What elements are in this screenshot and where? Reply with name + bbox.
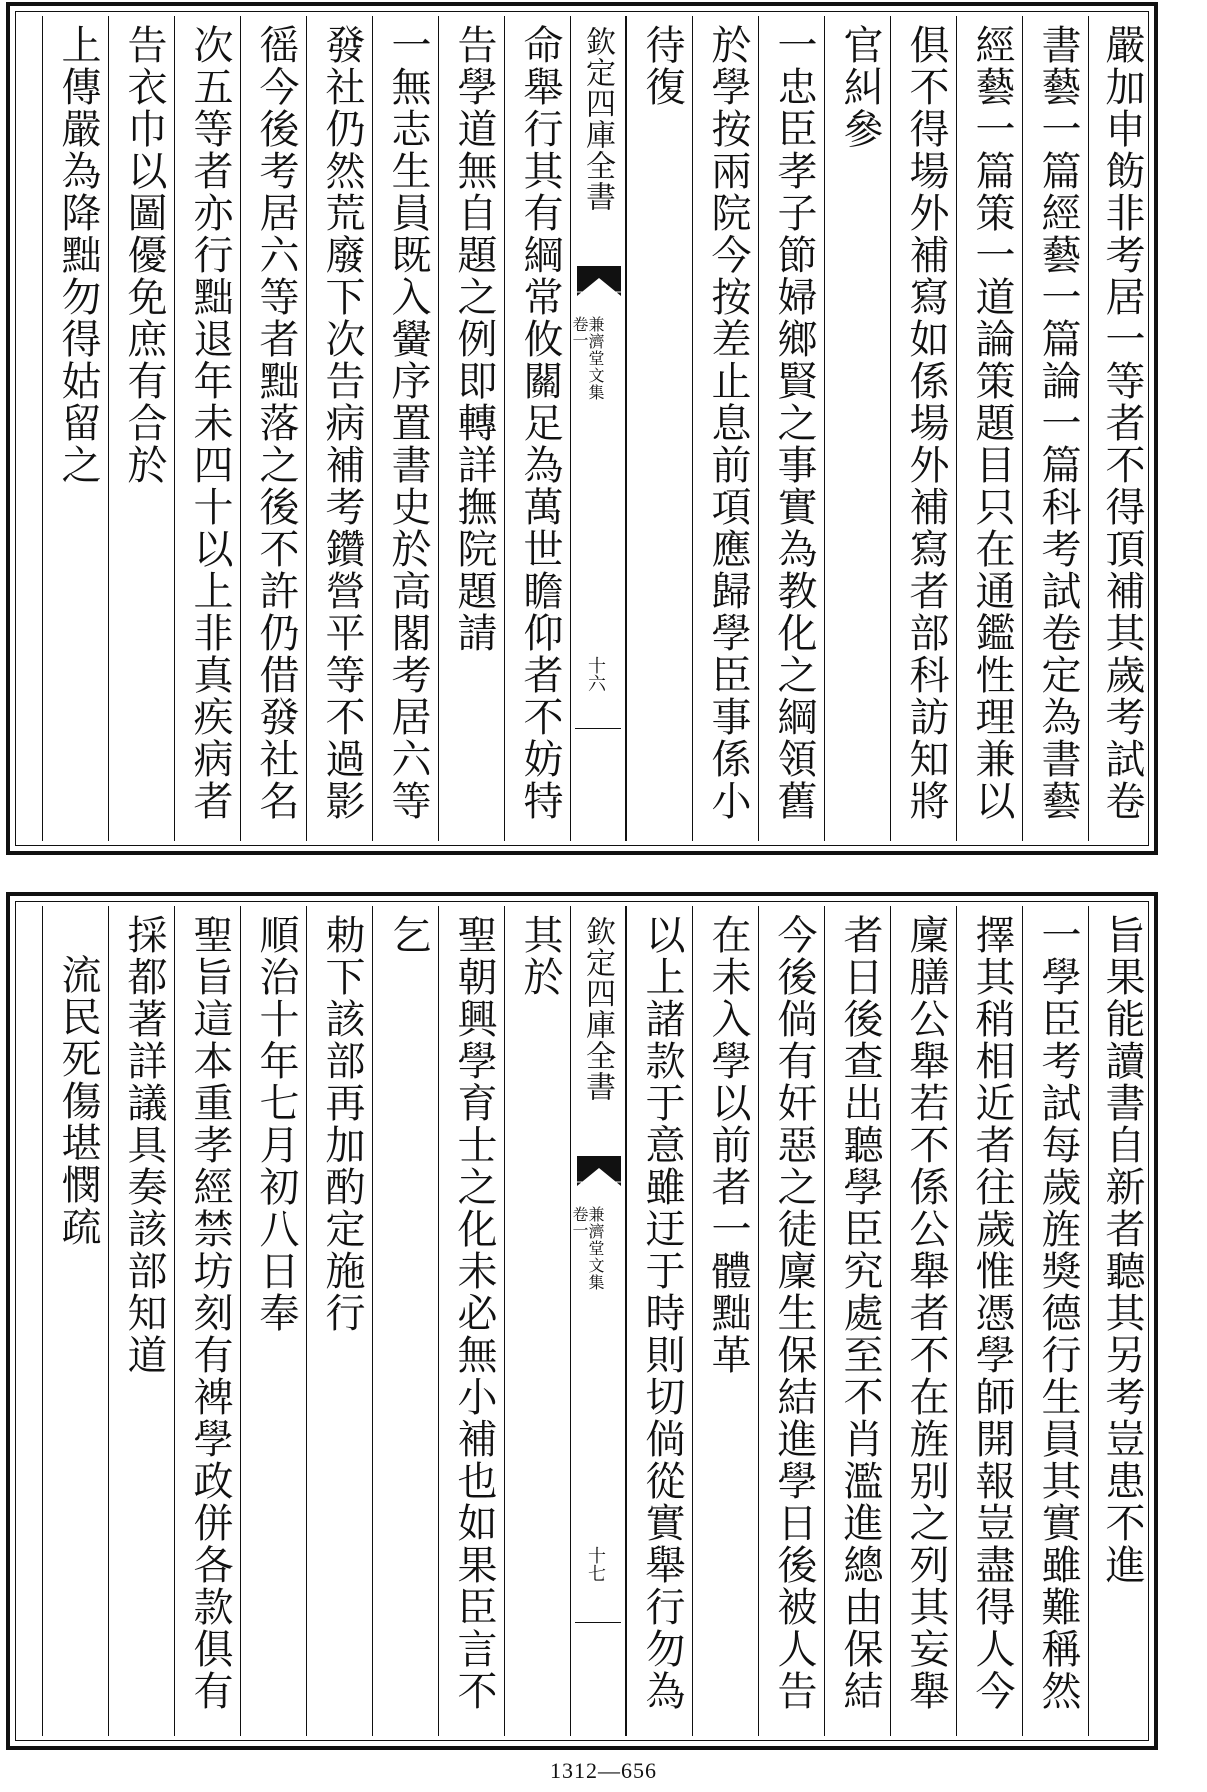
text-column: 一無志生員既入黌序置書史於高閣考居六等 — [372, 16, 438, 841]
text-column: 聖朝興學育士之化未必無小補也如果臣言不 — [438, 906, 504, 1736]
text-column: 於學按兩院今按差止息前項應歸學臣事係小 — [692, 16, 758, 841]
text-column: 書藝一篇經藝一篇論一篇科考試卷定為書藝 — [1022, 16, 1088, 841]
text-column: 採都著詳議具奏該部知道 — [108, 906, 174, 1736]
book-title: 兼濟堂文集 — [586, 316, 605, 401]
bottom-page — [6, 892, 1158, 1750]
text-column: 聖旨這本重孝經禁坊刻有裨學政併各款俱有 — [174, 906, 240, 1736]
text-column: 在未入學以前者一體黜革 — [692, 906, 758, 1736]
page-number: 十六 — [585, 656, 606, 692]
section-heading-column: 流民死傷堪憫疏 — [42, 906, 108, 1736]
page-number: 十七 — [585, 1546, 606, 1582]
library-title: 欽定四庫全書 — [580, 26, 615, 212]
fish-tail-mark-icon — [577, 266, 621, 296]
text-column: 次五等者亦行黜退年未四十以上非真疾病者 — [174, 16, 240, 841]
text-column: 嚴加申飭非考居一等者不得頂補其歲考試卷 — [1088, 16, 1152, 841]
volume-label: 卷一 — [570, 316, 589, 348]
text-column: 乞 — [372, 906, 438, 1736]
text-column: 發社仍然荒廢下次告病補考鑽營平等不過影 — [306, 16, 372, 841]
text-column: 俱不得場外補寫如係場外補寫者部科訪知將 — [890, 16, 956, 841]
text-column: 擇其稍相近者往歲惟憑學師開報豈盡得人今 — [956, 906, 1022, 1736]
volume-label: 卷一 — [570, 1206, 589, 1238]
text-column: 官糾參 — [824, 16, 890, 841]
top-page-frame — [15, 11, 1149, 846]
gutter-tick — [575, 728, 621, 729]
text-column: 者日後查出聽學臣究處至不肖濫進總由保結 — [824, 906, 890, 1736]
catalog-number: 1312—656 — [550, 1758, 657, 1783]
text-column: 上傳嚴為降黜勿得姑留之 — [42, 16, 108, 841]
text-column: 一忠臣孝子節婦鄉賢之事實為教化之綱領舊 — [758, 16, 824, 841]
center-gutter — [570, 16, 626, 841]
text-column: 待復 — [626, 16, 692, 841]
book-title: 兼濟堂文集 — [586, 1206, 605, 1291]
text-column: 以上諸款于意雖迂于時則切倘從實舉行勿為 — [626, 906, 692, 1736]
text-column: 經藝一篇策一道論策題目只在通鑑性理兼以 — [956, 16, 1022, 841]
top-page — [6, 2, 1158, 855]
text-column: 其於 — [504, 906, 570, 1736]
text-column: 告學道無自題之例即轉詳撫院題請 — [438, 16, 504, 841]
text-column: 順治十年七月初八日奉 — [240, 906, 306, 1736]
gutter-tick — [575, 1622, 621, 1623]
text-column: 一學臣考試每歲旌獎德行生員其實雖難稱然 — [1022, 906, 1088, 1736]
text-column: 勅下該部再加酌定施行 — [306, 906, 372, 1736]
center-gutter — [570, 906, 626, 1736]
fish-tail-mark-icon — [577, 1156, 621, 1186]
text-column: 旨果能讀書自新者聽其另考豈患不進 — [1088, 906, 1152, 1736]
bottom-page-frame — [15, 901, 1149, 1741]
text-column: 今後倘有奸惡之徒廩生保結進學日後被人告 — [758, 906, 824, 1736]
text-column: 命舉行其有綱常攸關足為萬世瞻仰者不妨特 — [504, 16, 570, 841]
text-column: 徭今後考居六等者黜落之後不許仍借發社名 — [240, 16, 306, 841]
text-column: 廩膳公舉若不係公舉者不在旌别之列其妄舉 — [890, 906, 956, 1736]
text-column: 告衣巾以圖優免庶有合於 — [108, 16, 174, 841]
library-title: 欽定四庫全書 — [580, 916, 615, 1102]
